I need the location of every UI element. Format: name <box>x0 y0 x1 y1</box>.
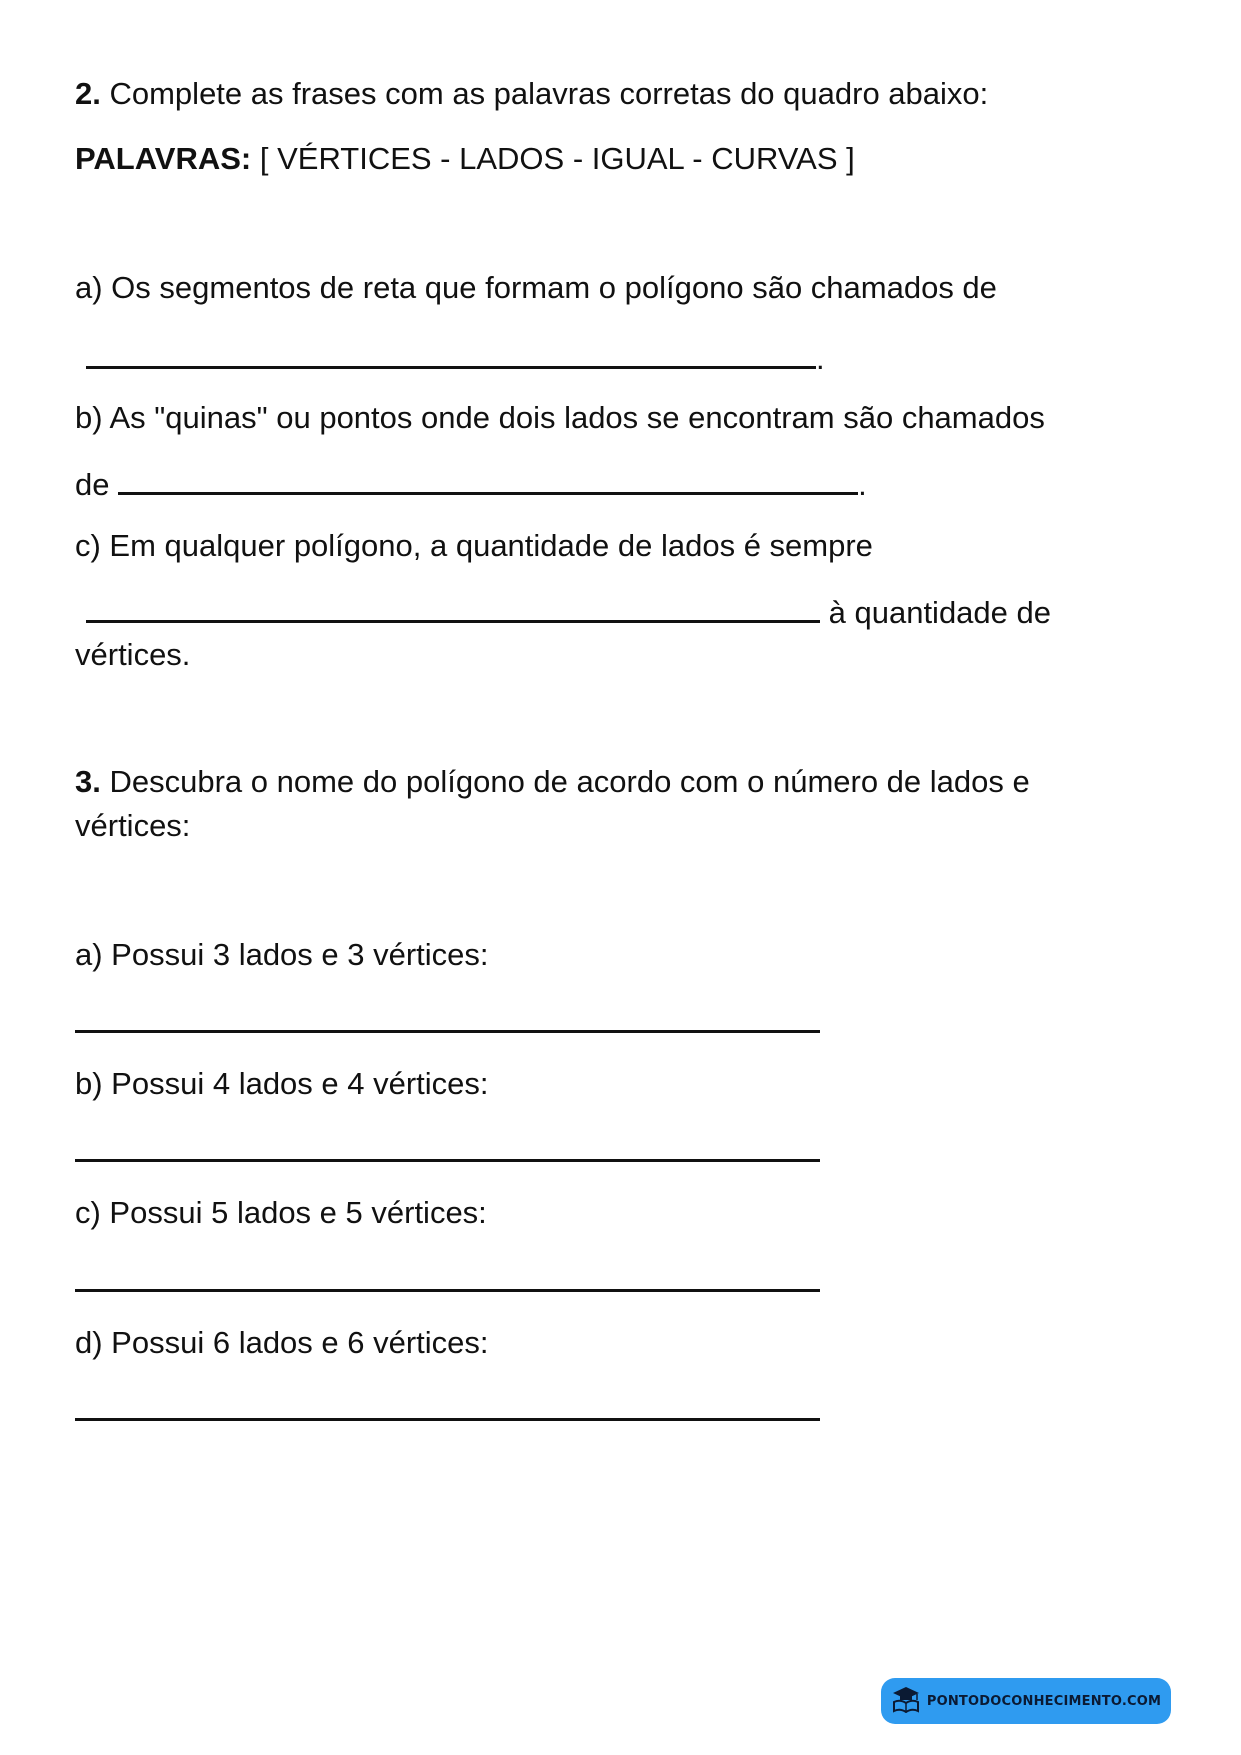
q3d-text: d) Possui 6 lados e 6 vértices: <box>75 1325 489 1360</box>
q2c-text: c) Em qualquer polígono, a quantidade de lados é sempre <box>75 528 873 563</box>
q2a-period: . <box>816 341 825 376</box>
q3-prompt-text: Descubra o nome do polígono de acordo com o número de lados e <box>109 764 1030 799</box>
q2b-period: . <box>858 467 867 502</box>
q2a-text: a) Os segmentos de reta que formam o polígono são chamados de <box>75 270 997 305</box>
q3-number: 3. <box>75 764 101 799</box>
q3b-blank[interactable] <box>75 1159 820 1162</box>
q3d-blank[interactable] <box>75 1418 820 1421</box>
q2b-blank[interactable] <box>118 462 858 495</box>
q2b-answer-line <box>75 462 867 505</box>
q3a-text: a) Possui 3 lados e 3 vértices: <box>75 937 489 972</box>
q2a-blank[interactable] <box>86 336 816 369</box>
q2-number: 2. <box>75 76 101 111</box>
q2a-answer-line <box>86 336 825 379</box>
q2b-text: b) As "quinas" ou pontos onde dois lados se encontram são chamados <box>75 400 1045 435</box>
graduation-book-icon <box>891 1685 921 1717</box>
q2-words-label: PALAVRAS: <box>75 141 252 176</box>
q2-prompt-text: Complete as frases com as palavras corretas do quadro abaixo: <box>109 76 989 111</box>
q2c-answer-line <box>86 590 1051 633</box>
q2-word-bank <box>75 139 855 179</box>
q2c-after: à quantidade de <box>828 595 1051 630</box>
q3-prompt-line2: vértices: <box>75 808 191 843</box>
q2-words-list: [ VÉRTICES - LADOS - IGUAL - CURVAS ] <box>259 141 855 176</box>
site-badge[interactable] <box>881 1678 1171 1724</box>
q3c-text: c) Possui 5 lados e 5 vértices: <box>75 1195 487 1230</box>
q3c-blank[interactable] <box>75 1289 820 1292</box>
q2-prompt <box>75 74 988 114</box>
site-name: PONTODOCONHECIMENTO.COM <box>926 1693 1162 1709</box>
q3b-text: b) Possui 4 lados e 4 vértices: <box>75 1066 489 1101</box>
q3-prompt <box>75 762 1030 802</box>
q2c-blank[interactable] <box>86 590 820 623</box>
q2b-cont: de <box>75 467 110 502</box>
q3a-blank[interactable] <box>75 1030 820 1033</box>
q2c-end: vértices. <box>75 637 191 672</box>
